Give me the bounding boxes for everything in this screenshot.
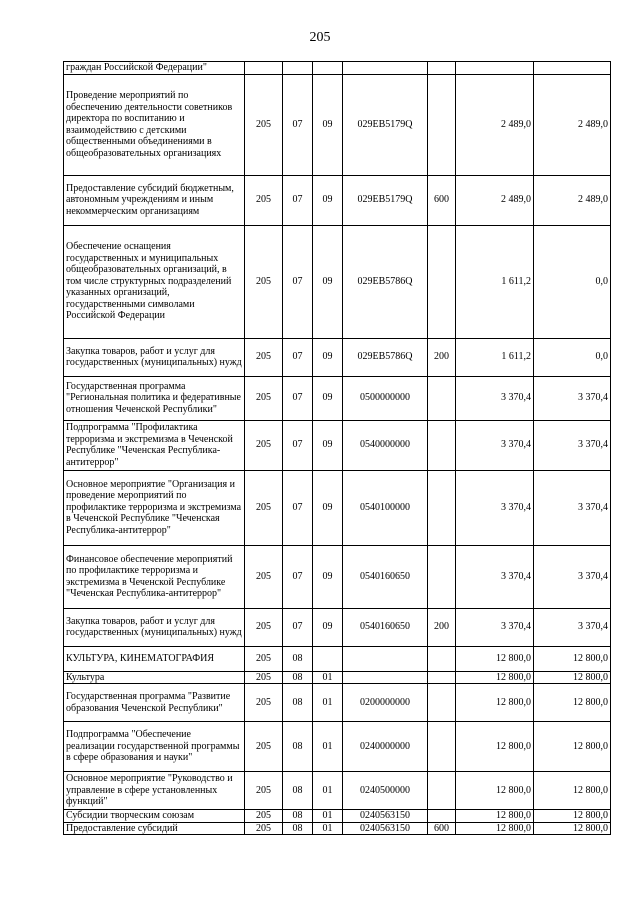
section-code: 08 bbox=[283, 810, 313, 823]
target-item-code: 0240000000 bbox=[343, 722, 428, 772]
ved-code: 205 bbox=[245, 74, 283, 175]
amount-year-1: 3 370,4 bbox=[456, 470, 534, 545]
subsection-code: 09 bbox=[313, 225, 343, 338]
row-name: Предоставление субсидий bbox=[64, 822, 245, 835]
expense-type-code bbox=[428, 646, 456, 671]
ved-code: 205 bbox=[245, 810, 283, 823]
ved-code: 205 bbox=[245, 420, 283, 470]
amount-year-2: 12 800,0 bbox=[534, 684, 611, 722]
row-name: Закупка товаров, работ и услуг для государственных (муниципальных) нужд bbox=[64, 338, 245, 376]
ved-code: 205 bbox=[245, 376, 283, 420]
amount-year-2: 12 800,0 bbox=[534, 722, 611, 772]
amount-year-1: 3 370,4 bbox=[456, 420, 534, 470]
amount-year-1: 12 800,0 bbox=[456, 684, 534, 722]
amount-year-1: 12 800,0 bbox=[456, 671, 534, 684]
subsection-code: 01 bbox=[313, 810, 343, 823]
row-name: Культура bbox=[64, 671, 245, 684]
section-code: 07 bbox=[283, 338, 313, 376]
section-code bbox=[283, 62, 313, 75]
table-row bbox=[64, 684, 611, 722]
expense-type-code: 200 bbox=[428, 338, 456, 376]
amount-year-2: 3 370,4 bbox=[534, 608, 611, 646]
row-name: Государственная программа "Региональная политика и федеративные отношения Чеченской Республики" bbox=[64, 376, 245, 420]
ved-code: 205 bbox=[245, 671, 283, 684]
target-item-code: 0540160650 bbox=[343, 608, 428, 646]
amount-year-2: 12 800,0 bbox=[534, 822, 611, 835]
expense-type-code bbox=[428, 225, 456, 338]
table-row bbox=[64, 225, 611, 338]
table-row bbox=[64, 175, 611, 225]
table-row bbox=[64, 822, 611, 835]
expense-type-code bbox=[428, 376, 456, 420]
amount-year-2: 3 370,4 bbox=[534, 376, 611, 420]
subsection-code: 01 bbox=[313, 772, 343, 810]
ved-code: 205 bbox=[245, 175, 283, 225]
section-code: 07 bbox=[283, 545, 313, 608]
amount-year-2: 0,0 bbox=[534, 338, 611, 376]
expense-type-code bbox=[428, 684, 456, 722]
section-code: 08 bbox=[283, 671, 313, 684]
section-code: 08 bbox=[283, 684, 313, 722]
budget-table bbox=[63, 61, 611, 835]
expense-type-code bbox=[428, 74, 456, 175]
amount-year-2: 3 370,4 bbox=[534, 420, 611, 470]
subsection-code bbox=[313, 646, 343, 671]
expense-type-code bbox=[428, 722, 456, 772]
amount-year-2: 3 370,4 bbox=[534, 470, 611, 545]
section-code: 07 bbox=[283, 225, 313, 338]
target-item-code: 029EB5786Q bbox=[343, 225, 428, 338]
subsection-code: 01 bbox=[313, 684, 343, 722]
row-name: Подпрограмма "Обеспечение реализации государственной программы в сфере образования и науки" bbox=[64, 722, 245, 772]
target-item-code bbox=[343, 646, 428, 671]
ved-code: 205 bbox=[245, 225, 283, 338]
section-code: 08 bbox=[283, 822, 313, 835]
amount-year-2: 2 489,0 bbox=[534, 175, 611, 225]
section-code: 08 bbox=[283, 772, 313, 810]
subsection-code: 09 bbox=[313, 74, 343, 175]
target-item-code: 0240563150 bbox=[343, 810, 428, 823]
row-name: граждан Российской Федерации" bbox=[64, 62, 245, 75]
table-row bbox=[64, 420, 611, 470]
target-item-code: 029EB5786Q bbox=[343, 338, 428, 376]
amount-year-2: 12 800,0 bbox=[534, 772, 611, 810]
amount-year-1: 3 370,4 bbox=[456, 608, 534, 646]
table-row bbox=[64, 376, 611, 420]
target-item-code bbox=[343, 671, 428, 684]
target-item-code: 029EB5179Q bbox=[343, 175, 428, 225]
row-name: Основное мероприятие "Руководство и управление в сфере установленных функций" bbox=[64, 772, 245, 810]
table-row bbox=[64, 338, 611, 376]
expense-type-code bbox=[428, 671, 456, 684]
amount-year-2: 3 370,4 bbox=[534, 545, 611, 608]
amount-year-1: 1 611,2 bbox=[456, 338, 534, 376]
amount-year-2: 12 800,0 bbox=[534, 810, 611, 823]
subsection-code: 09 bbox=[313, 470, 343, 545]
subsection-code: 09 bbox=[313, 338, 343, 376]
ved-code: 205 bbox=[245, 772, 283, 810]
subsection-code: 09 bbox=[313, 376, 343, 420]
ved-code: 205 bbox=[245, 646, 283, 671]
ved-code: 205 bbox=[245, 545, 283, 608]
expense-type-code bbox=[428, 62, 456, 75]
ved-code: 205 bbox=[245, 822, 283, 835]
subsection-code: 09 bbox=[313, 608, 343, 646]
row-name: Государственная программа "Развитие образования Чеченской Республики" bbox=[64, 684, 245, 722]
section-code: 07 bbox=[283, 470, 313, 545]
ved-code: 205 bbox=[245, 608, 283, 646]
amount-year-1: 12 800,0 bbox=[456, 722, 534, 772]
page-number: 205 bbox=[309, 30, 331, 45]
row-name: Субсидии творческим союзам bbox=[64, 810, 245, 823]
amount-year-1 bbox=[456, 62, 534, 75]
amount-year-2: 0,0 bbox=[534, 225, 611, 338]
target-item-code: 029EB5179Q bbox=[343, 74, 428, 175]
expense-type-code: 600 bbox=[428, 175, 456, 225]
target-item-code bbox=[343, 62, 428, 75]
target-item-code: 0200000000 bbox=[343, 684, 428, 722]
section-code: 07 bbox=[283, 608, 313, 646]
amount-year-2: 12 800,0 bbox=[534, 646, 611, 671]
target-item-code: 0540000000 bbox=[343, 420, 428, 470]
target-item-code: 0500000000 bbox=[343, 376, 428, 420]
table-row bbox=[64, 810, 611, 823]
amount-year-1: 3 370,4 bbox=[456, 376, 534, 420]
expense-type-code bbox=[428, 545, 456, 608]
subsection-code: 09 bbox=[313, 545, 343, 608]
amount-year-1: 1 611,2 bbox=[456, 225, 534, 338]
row-name: Финансовое обеспечение мероприятий по профилактике терроризма и экстремизма в Чеченской Республике "Чеченская Республика-антитеррор" bbox=[64, 545, 245, 608]
row-name: Предоставление субсидий бюджетным, автономным учреждениям и иным некоммерческим организациям bbox=[64, 175, 245, 225]
ved-code bbox=[245, 62, 283, 75]
target-item-code: 0240500000 bbox=[343, 772, 428, 810]
expense-type-code: 200 bbox=[428, 608, 456, 646]
expense-type-code bbox=[428, 470, 456, 545]
ved-code: 205 bbox=[245, 470, 283, 545]
amount-year-2: 12 800,0 bbox=[534, 671, 611, 684]
amount-year-1: 2 489,0 bbox=[456, 74, 534, 175]
table-row bbox=[64, 671, 611, 684]
amount-year-1: 12 800,0 bbox=[456, 772, 534, 810]
amount-year-1: 3 370,4 bbox=[456, 545, 534, 608]
subsection-code: 09 bbox=[313, 420, 343, 470]
target-item-code: 0540100000 bbox=[343, 470, 428, 545]
section-code: 07 bbox=[283, 74, 313, 175]
expense-type-code: 600 bbox=[428, 822, 456, 835]
table-row bbox=[64, 62, 611, 75]
table-row bbox=[64, 646, 611, 671]
ved-code: 205 bbox=[245, 722, 283, 772]
expense-type-code bbox=[428, 810, 456, 823]
subsection-code: 01 bbox=[313, 722, 343, 772]
amount-year-1: 2 489,0 bbox=[456, 175, 534, 225]
ved-code: 205 bbox=[245, 338, 283, 376]
target-item-code: 0240563150 bbox=[343, 822, 428, 835]
amount-year-1: 12 800,0 bbox=[456, 822, 534, 835]
amount-year-1: 12 800,0 bbox=[456, 646, 534, 671]
row-name: КУЛЬТУРА, КИНЕМАТОГРАФИЯ bbox=[64, 646, 245, 671]
table-row bbox=[64, 470, 611, 545]
table-row bbox=[64, 608, 611, 646]
table-row bbox=[64, 545, 611, 608]
ved-code: 205 bbox=[245, 684, 283, 722]
amount-year-2 bbox=[534, 62, 611, 75]
row-name: Основное мероприятие "Организация и проведение мероприятий по профилактике терроризма и экстремизма в Чеченской Республике "Чеченская Республика-антитеррор" bbox=[64, 470, 245, 545]
section-code: 07 bbox=[283, 175, 313, 225]
section-code: 08 bbox=[283, 722, 313, 772]
target-item-code: 0540160650 bbox=[343, 545, 428, 608]
section-code: 08 bbox=[283, 646, 313, 671]
amount-year-1: 12 800,0 bbox=[456, 810, 534, 823]
section-code: 07 bbox=[283, 376, 313, 420]
subsection-code: 01 bbox=[313, 671, 343, 684]
expense-type-code bbox=[428, 772, 456, 810]
table-row bbox=[64, 74, 611, 175]
table-row bbox=[64, 772, 611, 810]
row-name: Подпрограмма "Профилактика терроризма и экстремизма в Чеченской Республике "Чеченская Республика-антитеррор" bbox=[64, 420, 245, 470]
table-row bbox=[64, 722, 611, 772]
subsection-code: 09 bbox=[313, 175, 343, 225]
expense-type-code bbox=[428, 420, 456, 470]
subsection-code bbox=[313, 62, 343, 75]
subsection-code: 01 bbox=[313, 822, 343, 835]
row-name: Проведение мероприятий по обеспечению деятельности советников директора по воспитанию и взаимодействию с детскими общественными объединениями в общеобразовательных организациях bbox=[64, 74, 245, 175]
amount-year-2: 2 489,0 bbox=[534, 74, 611, 175]
row-name: Закупка товаров, работ и услуг для государственных (муниципальных) нужд bbox=[64, 608, 245, 646]
section-code: 07 bbox=[283, 420, 313, 470]
row-name: Обеспечение оснащения государственных и муниципальных общеобразовательных организаций, в том числе структурных подразделений указанных организаций, государственными символами Российской Федерации bbox=[64, 225, 245, 338]
